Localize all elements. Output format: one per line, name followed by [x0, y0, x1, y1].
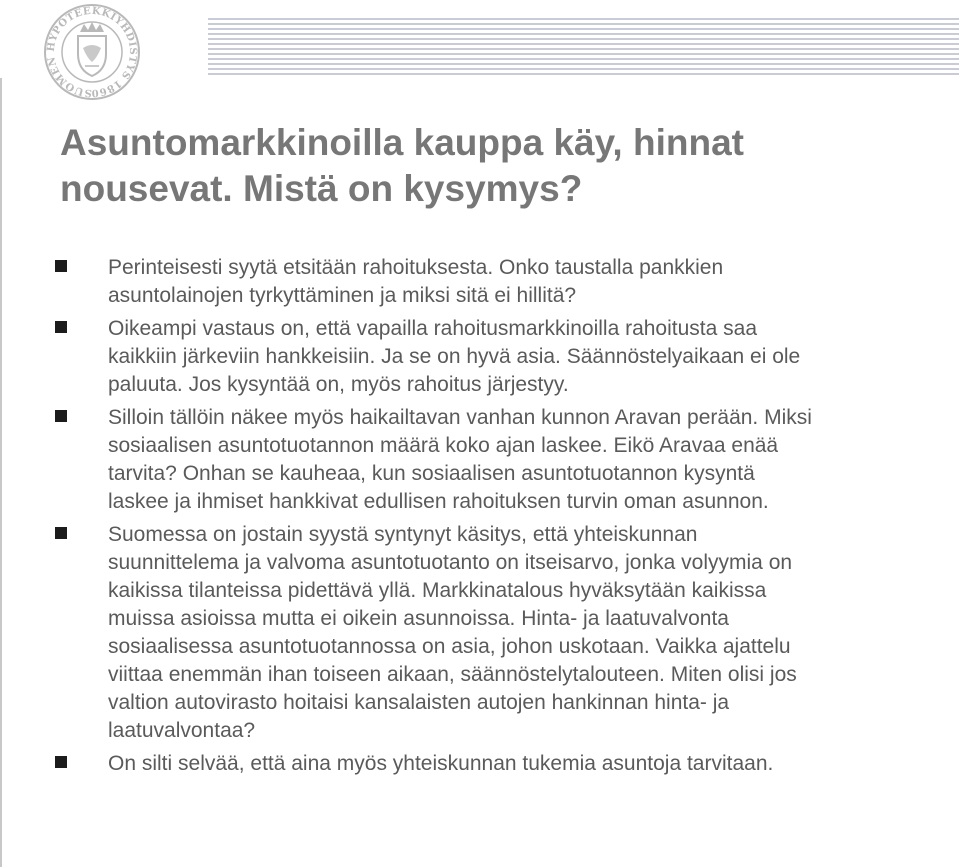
bullet-line: sosiaalisen asuntotuotannon määrä koko ajan laskee. Eikö Aravaa enää: [108, 434, 779, 457]
bullet-line: muissa asioissa mutta ei oikein asunnoissa. Hinta- ja laatuvalvonta: [108, 607, 729, 630]
title-line: Asuntomarkkinoilla kauppa käy, hinnat: [60, 122, 744, 163]
bullet-list: [55, 254, 905, 783]
bullet-item: [55, 521, 905, 745]
left-divider-line: [0, 78, 2, 867]
bullet-line: Silloin tällöin näkee myös haikailtavan vanhan kunnon Aravan perään. Miksi: [108, 406, 812, 429]
bullet-line: kaikissa tilanteissa pidettävä yllä. Markkinatalous hyväksytään kaikissa: [108, 579, 767, 602]
title-line: nousevat. Mistä on kysymys?: [60, 168, 583, 209]
bullet-line: On silti selvää, että aina myös yhteiskunnan tukemia asuntoja tarvitaan.: [108, 752, 774, 775]
bullet-item: [55, 254, 905, 310]
bullet-line: tarvita? Onhan se kauheaa, kun sosiaalisen asuntotuotannon kysyntä: [108, 462, 755, 485]
seal-logo-icon: [40, 2, 144, 102]
bullet-line: asuntolainojen tyrkyttäminen ja miksi sitä ei hillitä?: [108, 284, 577, 307]
bullet-line: laskee ja ihmiset hankkivat edullisen rahoituksen turvin oman asunnon.: [108, 490, 769, 513]
bullet-line: laatuvalvontaa?: [108, 719, 256, 742]
bullet-line: Suomessa on jostain syystä syntynyt käsitys, että yhteiskunnan: [108, 523, 698, 546]
square-bullet-icon: [55, 260, 67, 272]
bullet-line: kaikkiin järkeviin hankkeisiin. Ja se on hyvä asia. Säännöstelyaikaan ei ole: [108, 345, 801, 368]
bullet-line: Perinteisesti syytä etsitään rahoituksesta. Onko taustalla pankkien: [108, 256, 724, 279]
logo-ring-text: SUOMEN HYPOTEEKKIYHDISTYS 1860: [45, 5, 139, 99]
slide-title: [60, 120, 920, 212]
bullet-item: [55, 404, 905, 516]
bullet-line: viittaa enemmän ihan toiseen aikaan, säännöstelytalouteen. Miten olisi jos: [108, 663, 797, 686]
bullet-line: suunnittelema ja valvoma asuntotuotanto on itseisarvo, jonka volyymia on: [108, 551, 793, 574]
bullet-item: [55, 315, 905, 399]
header-stripes: [208, 18, 959, 76]
bullet-item: [55, 750, 905, 778]
square-bullet-icon: [55, 756, 67, 768]
square-bullet-icon: [55, 410, 67, 422]
bullet-line: valtion autovirasto hoitaisi kansalaisten autojen hankinnan hinta- ja: [108, 691, 730, 714]
bullet-line: Oikeampi vastaus on, että vapailla rahoitusmarkkinoilla rahoitusta saa: [108, 317, 758, 340]
bullet-line: sosiaalisessa asuntotuotannossa on asia, johon uskotaan. Vaikka ajattelu: [108, 635, 791, 658]
square-bullet-icon: [55, 321, 67, 333]
bullet-line: paluuta. Jos kysyntää on, myös rahoitus järjestyy.: [108, 373, 569, 396]
square-bullet-icon: [55, 527, 67, 539]
